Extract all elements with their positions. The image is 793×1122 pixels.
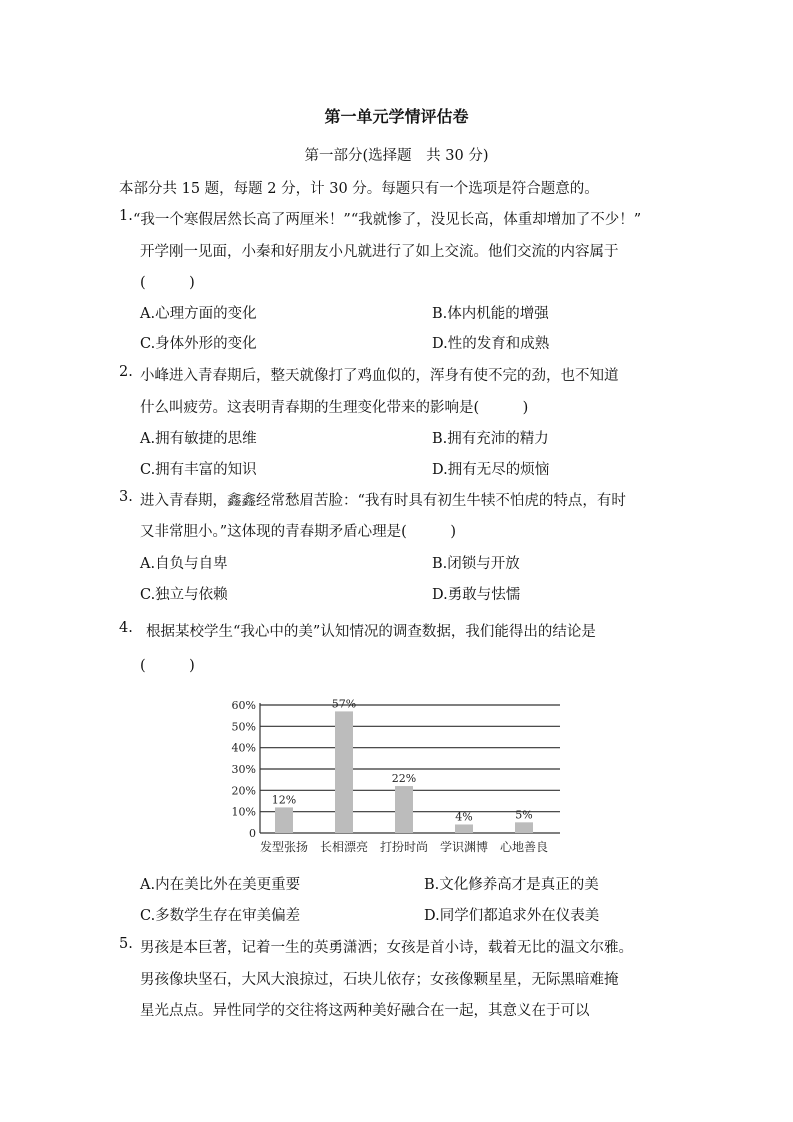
question-number: 4.	[119, 620, 133, 636]
question-text: 什么叫疲劳。这表明青春期的生理变化带来的影响是( )	[140, 400, 529, 416]
y-tick-label: 50%	[231, 720, 256, 734]
bar	[335, 711, 353, 833]
option-c: C.多数学生存在审美偏差	[140, 908, 301, 924]
option-c: C.独立与依赖	[140, 587, 228, 603]
x-category-label: 打扮时尚	[379, 840, 429, 854]
page-title: 第一单元学情评估卷	[324, 107, 469, 126]
question-text: “我一个寒假居然长高了两厘米！”“我就惨了，没见长高，体重却增加了不少！”	[133, 212, 642, 228]
question-text: 男孩是本巨著，记着一生的英勇潇洒；女孩是首小诗，载着无比的温文尔雅。	[140, 940, 633, 956]
y-tick-label: 60%	[231, 699, 256, 712]
option-b: B.拥有充沛的精力	[432, 431, 549, 447]
bar	[275, 807, 293, 833]
option-b: B.闭锁与开放	[432, 556, 520, 572]
question-number: 3.	[119, 489, 133, 505]
option-d: D.拥有无尽的烦恼	[432, 462, 550, 478]
option-d: D.性的发育和成熟	[432, 336, 550, 352]
y-tick-label: 30%	[231, 763, 256, 776]
bar-value-label: 12%	[271, 793, 297, 807]
instructions: 本部分共 15 题，每题 2 分，计 30 分。每题只有一个选项是符合题意的。	[119, 181, 599, 197]
y-tick-label: 10%	[231, 805, 256, 819]
part-header: 第一部分(选择题 共 30 分)	[304, 148, 489, 164]
question-text: 小峰进入青春期后，整天就像打了鸡血似的，浑身有使不完的劲，也不知道	[140, 368, 619, 384]
question-number: 5.	[119, 936, 133, 952]
bar-value-label: 57%	[331, 697, 357, 711]
x-category-label: 学识渊博	[439, 840, 489, 854]
bar	[455, 824, 473, 833]
y-tick-label: 40%	[231, 741, 256, 755]
y-tick-label: 20%	[231, 784, 256, 798]
option-d: D.同学们都追求外在仪表美	[424, 908, 600, 924]
question-text: 又非常胆小。”这体现的青春期矛盾心理是( )	[140, 524, 456, 540]
x-category-label: 长相漂亮	[319, 840, 369, 854]
x-category-label: 心地善良	[499, 840, 549, 854]
option-b: B.文化修养高才是真正的美	[424, 877, 599, 893]
option-a: A.拥有敏捷的思维	[140, 431, 257, 447]
question-number: 1.	[119, 208, 133, 224]
question-text: 进入青春期，鑫鑫经常愁眉苦脸：“我有时具有初生牛犊不怕虎的特点，有时	[140, 493, 626, 509]
bar	[515, 822, 533, 833]
question-number: 2.	[119, 364, 133, 380]
bar-value-label: 4%	[455, 810, 473, 824]
option-c: C.身体外形的变化	[140, 336, 257, 352]
y-tick-label: 0	[249, 827, 256, 840]
option-a: A.自负与自卑	[140, 556, 228, 572]
option-b: B.体内机能的增强	[432, 306, 549, 322]
question-text: 根据某校学生“我心中的美”认知情况的调查数据，我们能得出的结论是	[146, 624, 596, 640]
question-text: 开学刚一见面，小秦和好朋友小凡就进行了如上交流。他们交流的内容属于	[140, 244, 619, 260]
x-category-label: 发型张扬	[259, 840, 309, 854]
option-c: C.拥有丰富的知识	[140, 462, 257, 478]
bar-value-label: 22%	[391, 772, 417, 786]
survey-bar-chart	[220, 680, 580, 860]
option-a: A.内在美比外在美更重要	[140, 877, 301, 893]
answer-blank: ( )	[140, 658, 195, 674]
question-text: 男孩像块坚石，大风大浪掠过，石块儿依存；女孩像颗星星，无际黑暗难掩	[140, 972, 619, 988]
answer-blank: ( )	[140, 275, 195, 291]
bar-value-label: 5%	[515, 808, 533, 822]
option-a: A.心理方面的变化	[140, 306, 257, 322]
option-d: D.勇敢与怯懦	[432, 587, 521, 603]
question-text: 星光点点。异性同学的交往将这两种美好融合在一起，其意义在于可以	[140, 1003, 590, 1019]
bar	[395, 786, 413, 833]
